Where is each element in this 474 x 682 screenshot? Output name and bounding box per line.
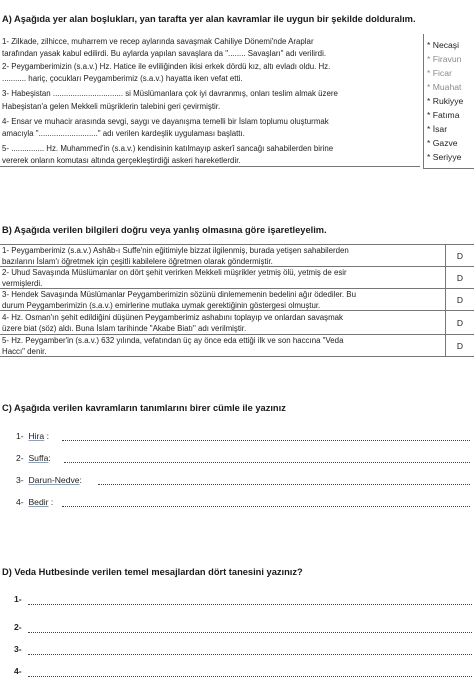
section-a-text-box — [0, 34, 420, 167]
word-bank-item: * Muahat — [427, 82, 462, 92]
answer-cell[interactable]: D — [445, 311, 474, 335]
word-bank — [423, 34, 474, 169]
term-label: Hira — [28, 431, 45, 441]
section-a-line: tarafından yasak kabul edilirdi. Bu aylarda yapılan savaşlara da "........ Savaşları" adı verilirdi. — [2, 49, 327, 58]
message-number: 4- — [14, 666, 22, 676]
message-number: 2- — [14, 622, 22, 632]
answer-cell[interactable]: D — [445, 267, 474, 289]
definition-item: 4- Bedir : — [16, 497, 54, 507]
section-d-title: D) Veda Hutbesinde verilen temel mesajlardan dört tanesini yazınız? — [2, 567, 303, 577]
term-label: Darun-Nedve — [28, 475, 80, 485]
section-a-line: amacıyla "..........................." adı verilen kardeşlik uygulaması başlattı. — [2, 129, 245, 138]
section-c-title: C) Aşağıda verilen kavramların tanımlarını birer cümle ile yazınız — [2, 403, 286, 413]
table-row — [0, 244, 474, 267]
definition-item: 1- Hira : — [16, 431, 49, 441]
answer-line[interactable] — [62, 440, 470, 441]
section-a-title: A) Aşağıda yer alan boşlukları, yan tarafta yer alan kavramlar ile uygun bir şekilde dolduralım. — [2, 14, 416, 24]
section-a-line: Habeşistan'a gelen Mekkeli müşriklerin talebini geri çevirmiştir. — [2, 102, 221, 111]
answer-line[interactable] — [28, 676, 472, 677]
section-a-line: 3- Habeşistan ................................ si Müslümanlara çok iyi davranmış, onları teslim almak üzere — [2, 89, 338, 98]
word-bank-item: * İsar — [427, 124, 448, 134]
answer-line[interactable] — [28, 604, 472, 605]
true-false-table — [0, 244, 474, 357]
statement-text: 2- Uhud Savaşında Müslümanlar on dört şehit verirken Mekkeli müşrikler yetmiş ölü, yetmiş de esir vermişlerdi. — [2, 268, 347, 288]
section-b-title: B) Aşağıda verilen bilgileri doğru veya yanlış olmasına göre işaretleyelim. — [2, 225, 327, 235]
table-row — [0, 334, 474, 357]
section-a-line: vererek onların komutası altında gerçekleştirdiği askeri hareketlerdir. — [2, 156, 241, 165]
answer-line[interactable] — [62, 506, 470, 507]
statement-text: 5- Hz. Peygamber'in (s.a.v.) 632 yılında, vefatından üç ay önce eda ettiği ilk ve son haccına "Veda Haccı" denir. — [2, 336, 344, 356]
word-bank-item: * Fatıma — [427, 110, 460, 120]
word-bank-item: * Firavun — [427, 54, 462, 64]
message-number: 1- — [14, 594, 22, 604]
answer-cell[interactable]: D — [445, 245, 474, 267]
section-a-line: ........... hariç, çocukları Peygamberimiz (s.a.v.) hayatta iken vefat etti. — [2, 74, 243, 83]
definition-item: 3- Darun-Nedve: — [16, 475, 82, 485]
answer-line[interactable] — [28, 632, 472, 633]
table-row — [0, 266, 474, 289]
table-row — [0, 288, 474, 311]
statement-text: 4- Hz. Osman'ın şehit edildiğini düşünen Peygamberimiz ashabını toplayıp ve onlardan savaşmak üzere biat (söz) aldı. Buna İslam tarihinde "Akabe Biatı" adı verilmiştir. — [2, 313, 343, 333]
answer-line[interactable] — [28, 654, 472, 655]
statement-text: 1- Peygamberimiz (s.a.v.) Ashâb-ı Suffe'nin eğitimiyle bizzat ilgilenmiş, burada yetişen sahabilerden bazılarını İslam'ı öğretmek için çeşitli kabilelere öğretmen olarak göndermiştir. — [2, 246, 349, 266]
statement-text: 3- Hendek Savaşında Müslümanlar Peygamberimizin sözünü dinlememenin bedelini ağır ödediler. Bu durum Peygamberimizin (s.a.v.) emirlerine mutlaka uymak gerektiğinin göstergesi olmuştur. — [2, 290, 356, 310]
answer-cell[interactable]: D — [445, 289, 474, 311]
word-bank-item: * Gazve — [427, 138, 458, 148]
word-bank-item: * Ficar — [427, 68, 452, 78]
answer-cell[interactable]: D — [445, 335, 474, 357]
section-a-line: 5- ............... Hz. Muhammed'in (s.a.v.) kendisinin katılmayıp askerî sancağı sahabilerden birine — [2, 144, 334, 153]
word-bank-item: * Seriyye — [427, 152, 462, 162]
word-bank-item: * Rukiyye — [427, 96, 464, 106]
section-a-line: 2- Peygamberimizin (s.a.v.) Hz. Hatice ile evliliğinden ikisi erkek dördü kız, altı evladı oldu. Hz. — [2, 62, 331, 71]
section-a-line: 4- Ensar ve muhacir arasında sevgi, saygı ve dayanışma temelli bir İslam toplumu oluşturmak — [2, 117, 329, 126]
table-row — [0, 310, 474, 335]
message-number: 3- — [14, 644, 22, 654]
word-bank-item: * Necaşi — [427, 40, 460, 50]
term-label: Suffa — [28, 453, 49, 463]
term-label: Bedir — [28, 497, 49, 507]
section-a-line: 1- Zilkade, zilhicce, muharrem ve recep aylarında savaşmak Cahiliye Dönemi'nde Araplar — [2, 37, 314, 46]
answer-line[interactable] — [64, 462, 470, 463]
answer-line[interactable] — [98, 484, 470, 485]
definition-item: 2- Suffa: — [16, 453, 51, 463]
